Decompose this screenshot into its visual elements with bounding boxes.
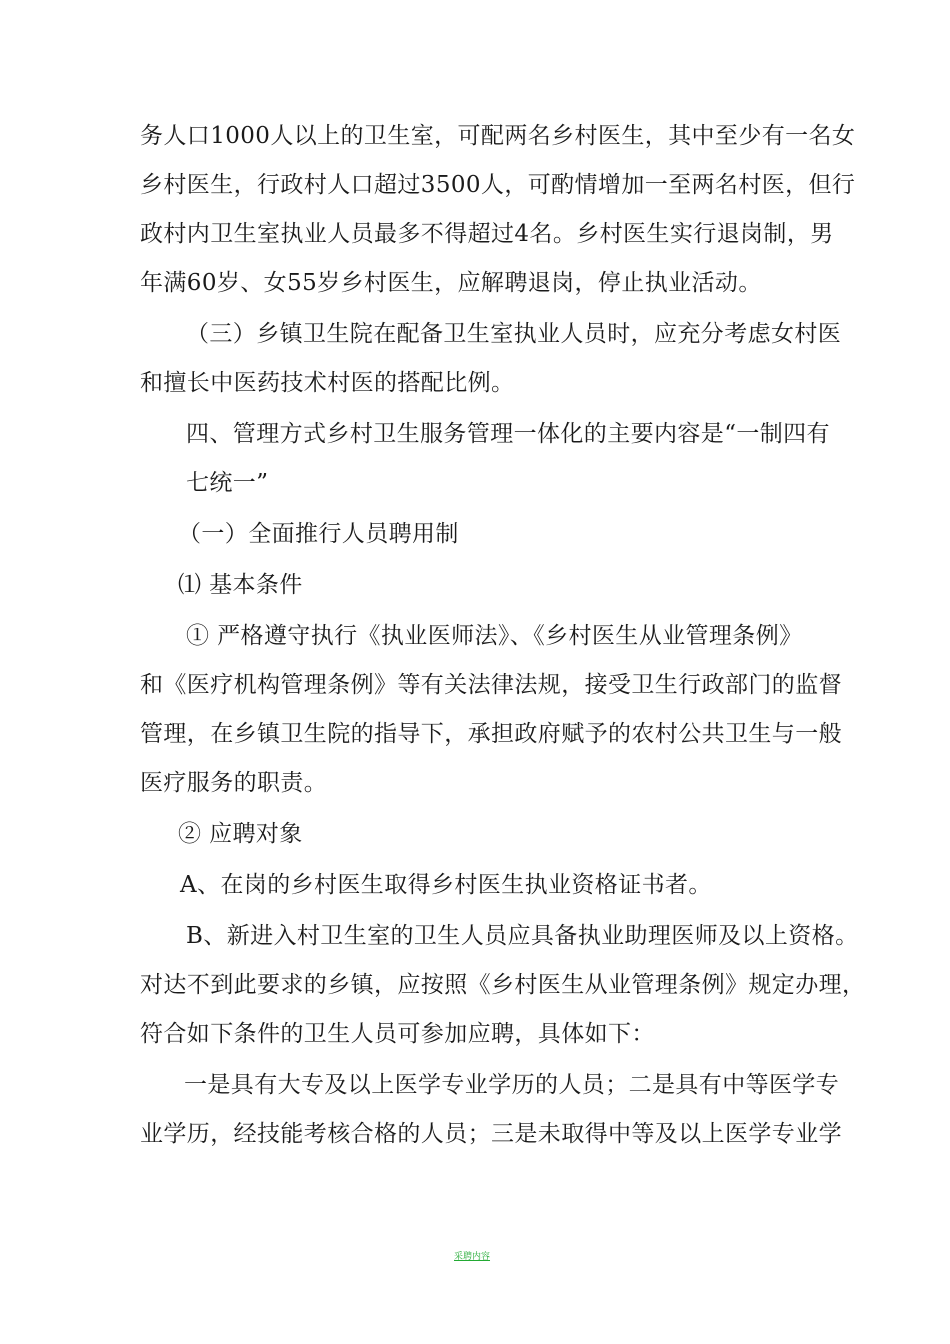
text-line: 业学历，经技能考核合格的人员；三是未取得中等及以上医学专业学 bbox=[140, 1121, 842, 1147]
text-line: ② 应聘对象 bbox=[178, 821, 303, 847]
text-line: 医疗服务的职责。 bbox=[140, 770, 328, 796]
text-line: B、新进入村卫生室的卫生人员应具备执业助理医师及以上资格。 bbox=[186, 923, 859, 949]
text-line: 务人口1000人以上的卫生室，可配两名乡村医生，其中至少有一名女 bbox=[140, 123, 856, 149]
text-line: ① 严格遵守执行《执业医师法》、《乡村医生从业管理条例》 bbox=[186, 623, 803, 649]
text-line: ⑴ 基本条件 bbox=[178, 572, 303, 598]
text-line: 政村内卫生室执业人员最多不得超过4名。乡村医生实行退岗制，男 bbox=[140, 221, 834, 247]
text-line: 乡村医生，行政村人口超过3500人，可酌情增加一至两名村医，但行 bbox=[140, 172, 856, 198]
text-line: （三）乡镇卫生院在配备卫生室执业人员时，应充分考虑女村医 bbox=[186, 321, 842, 347]
text-line: （一）全面推行人员聘用制 bbox=[178, 521, 459, 547]
text-line: 管理，在乡镇卫生院的指导下，承担政府赋予的农村公共卫生与一般 bbox=[140, 721, 842, 747]
text-line: A、在岗的乡村医生取得乡村医生执业资格证书者。 bbox=[180, 872, 712, 898]
text-line: 符合如下条件的卫生人员可参加应聘，具体如下： bbox=[140, 1021, 655, 1047]
text-line: 对达不到此要求的乡镇，应按照《乡村医生从业管理条例》规定办理， bbox=[140, 972, 866, 998]
text-line: 七统一” bbox=[186, 470, 269, 496]
footer-link[interactable]: 采聘内容 bbox=[454, 1252, 491, 1262]
document-body bbox=[140, 112, 866, 1159]
text-line: 和擅长中医药技术村医的搭配比例。 bbox=[140, 370, 515, 396]
text-line: 一是具有大专及以上医学专业学历的人员；二是具有中等医学专 bbox=[184, 1072, 840, 1098]
text-line: 年满60岁、女55岁乡村医生，应解聘退岗，停止执业活动。 bbox=[140, 270, 762, 296]
text-line: 四、管理方式乡村卫生服务管理一体化的主要内容是“一制四有 bbox=[186, 421, 830, 447]
text-line: 和《医疗机构管理条例》等有关法律法规，接受卫生行政部门的监督 bbox=[140, 672, 842, 698]
